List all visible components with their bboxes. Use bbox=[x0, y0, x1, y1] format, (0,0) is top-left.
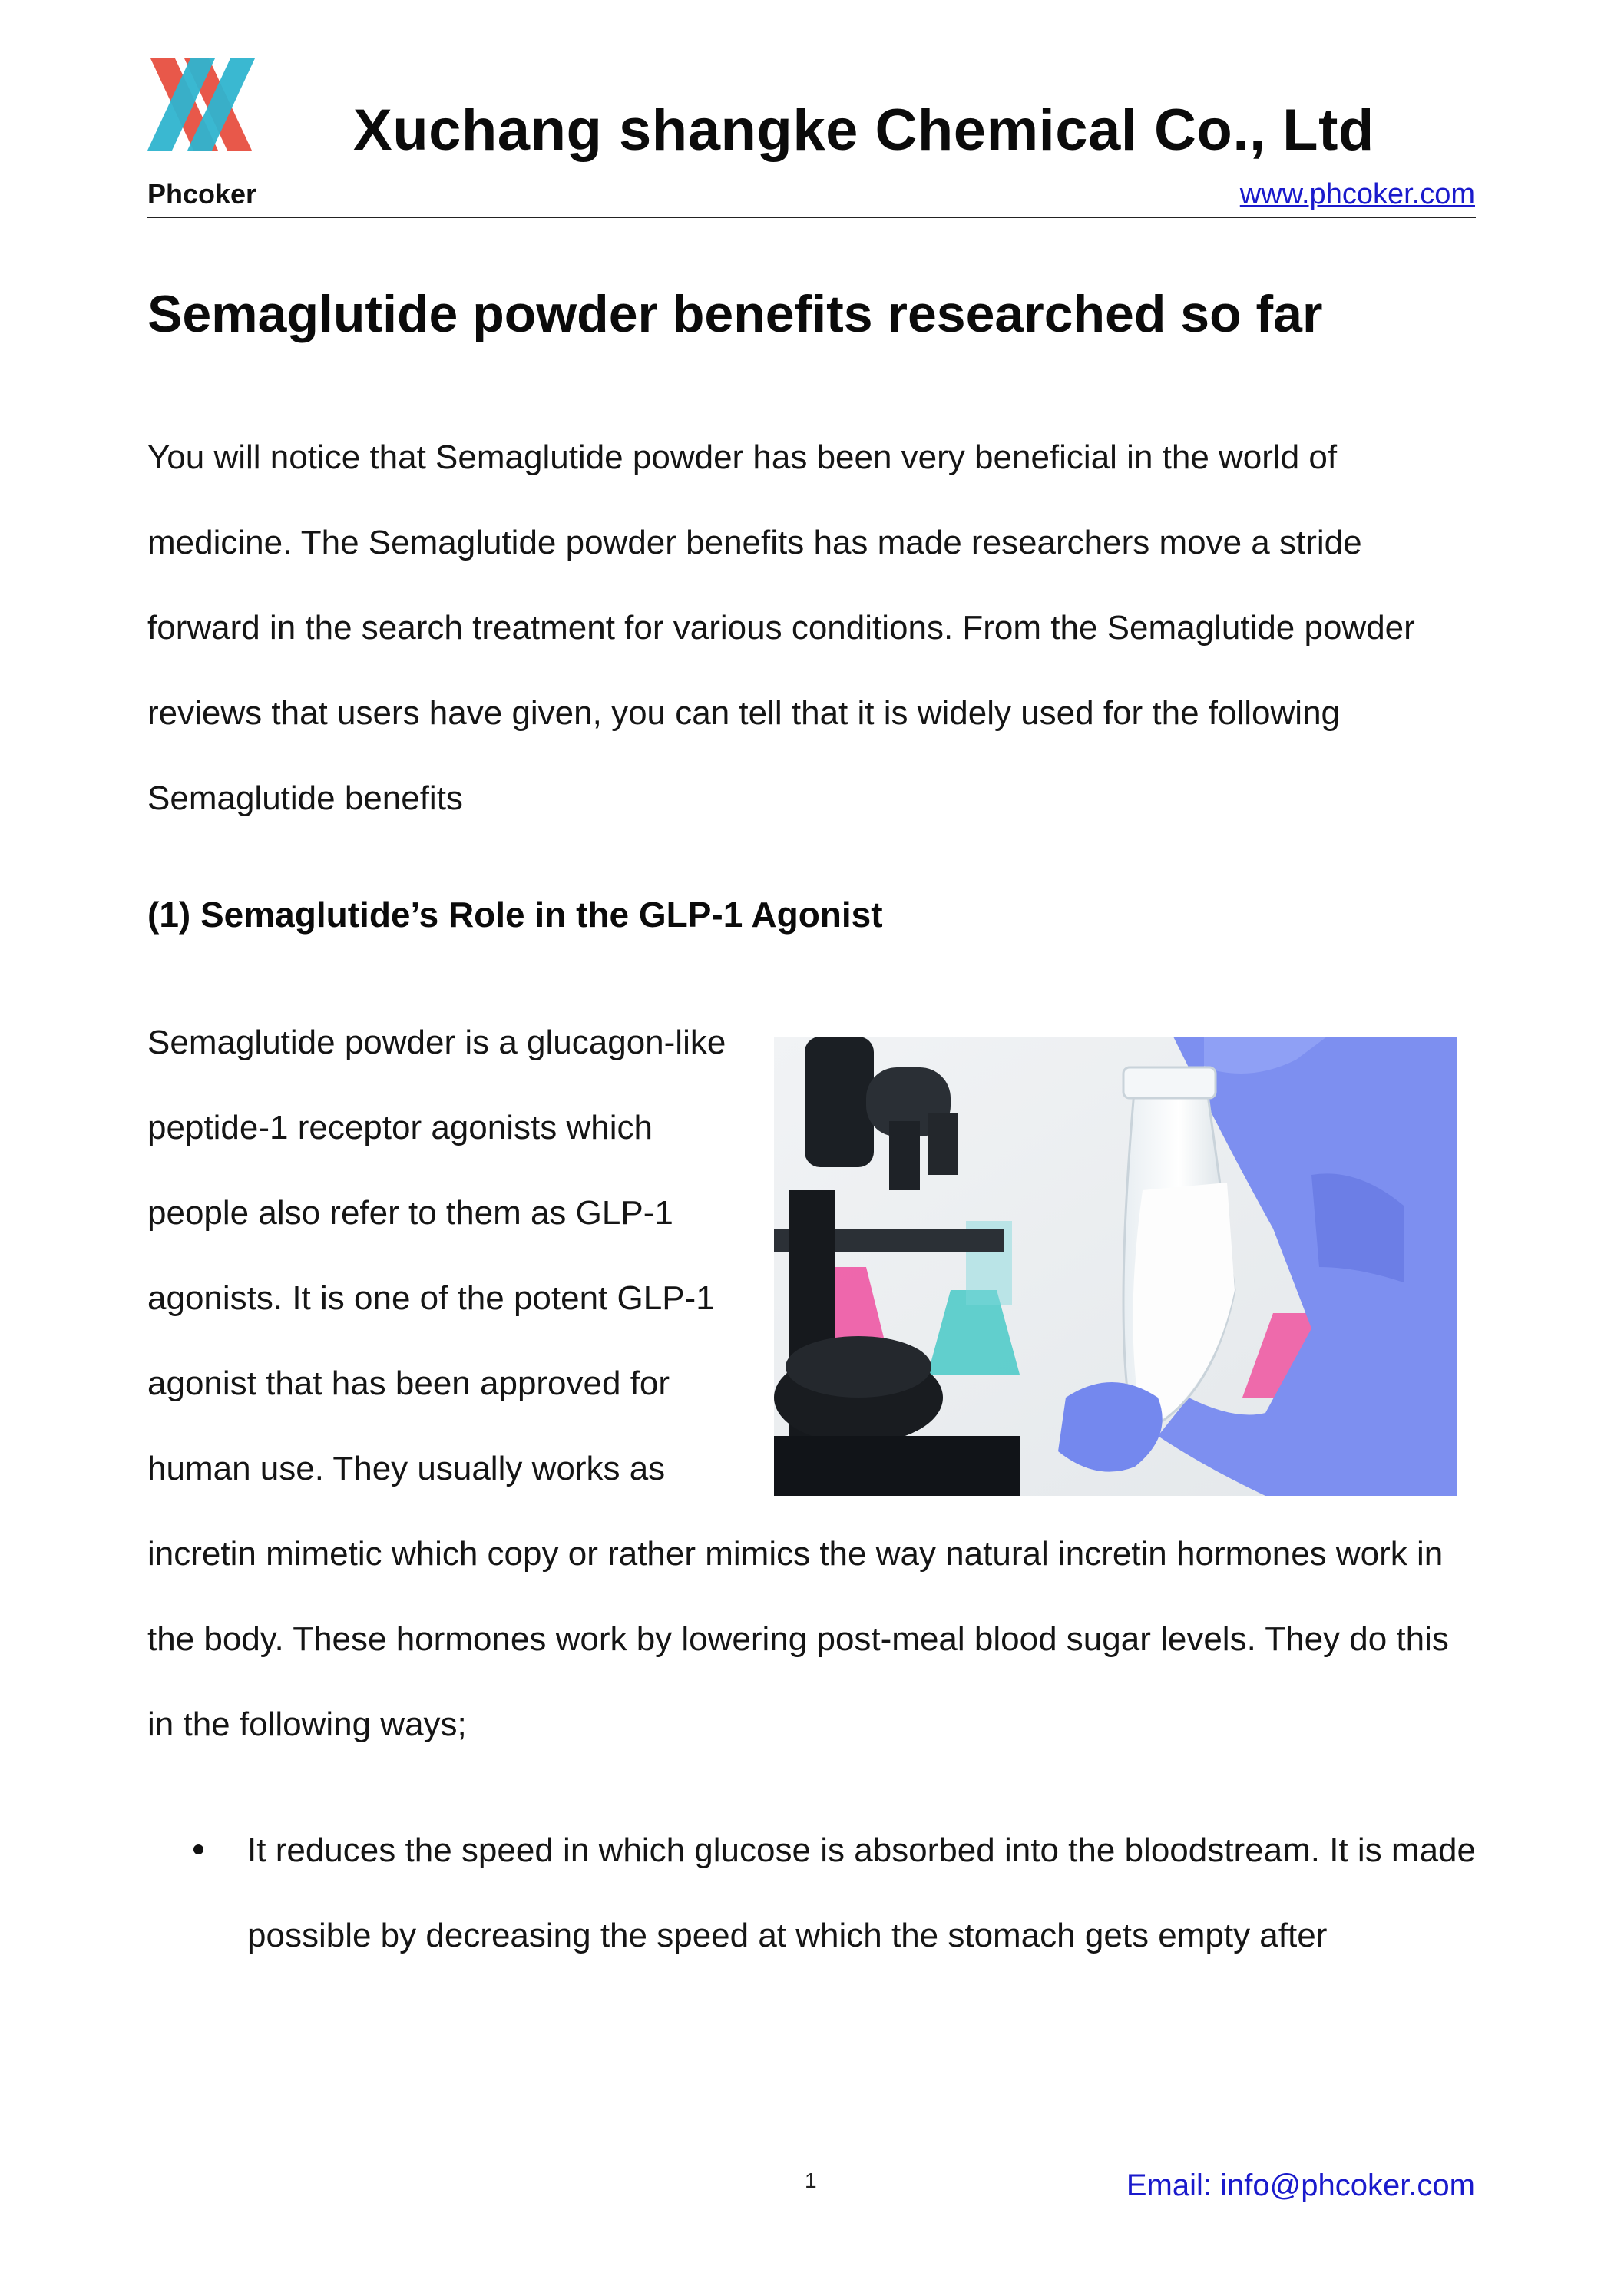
website-link[interactable]: www.phcoker.com bbox=[1239, 178, 1475, 210]
page-number: 1 bbox=[805, 2169, 817, 2192]
list-item bbox=[147, 1808, 1476, 1978]
lab-photo bbox=[774, 1037, 1457, 1496]
header-divider bbox=[147, 217, 1476, 218]
intro-paragraph: You will notice that Semaglutide powder has been very beneficial in the world of medicine. The Semaglutide powder benefits has made researchers move a stride forward in the search treatment for various conditions. From the Semaglutide powder reviews that users have given, you can tell that it is widely used for the following Semaglutide benefits bbox=[147, 438, 1415, 817]
company-name: Xuchang shangke Chemical Co., Ltd bbox=[353, 98, 1374, 163]
page-title: Semaglutide powder benefits researched so far bbox=[147, 285, 1323, 343]
list-item-text: It reduces the speed in which glucose is absorbed into the bloodstream. It is made possible by decreasing the speed at which the stomach gets empty after bbox=[247, 1831, 1476, 1954]
bullet-icon bbox=[193, 1844, 203, 1854]
section-wrap-paragraph: Semaglutide powder is a glucagon-like peptide-1 receptor agonists which people also refer to them as GLP-1 agonists. It is one of the potent GLP-1 agonist that has been approved for human use. They usually works as bbox=[147, 1024, 726, 1487]
brand-name: Phcoker bbox=[147, 178, 257, 210]
email-link[interactable]: Email: info@phcoker.com bbox=[1126, 2169, 1475, 2202]
section-heading: (1) Semaglutide’s Role in the GLP-1 Agonist bbox=[147, 895, 883, 935]
benefit-list bbox=[147, 1808, 1476, 1978]
section-continuation-paragraph: incretin mimetic which copy or rather mimics the way natural incretin hormones work in the body. These hormones work by lowering post-meal blood sugar levels. They do this in the following ways; bbox=[147, 1535, 1449, 1743]
phcoker-logo-icon bbox=[144, 55, 260, 154]
